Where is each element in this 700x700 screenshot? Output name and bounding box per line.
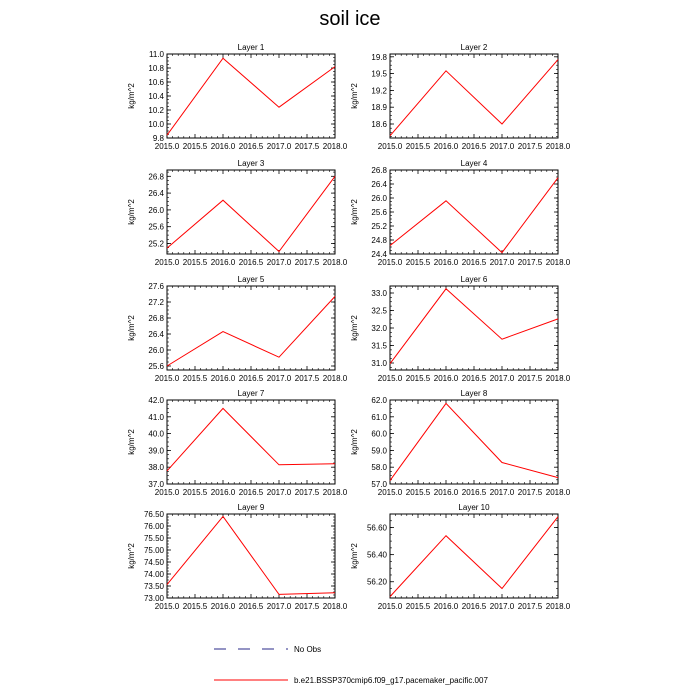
figure-title: soil ice [319,8,381,30]
x-tick-label: 2017.5 [517,258,543,267]
x-tick-label: 2017.5 [294,602,320,611]
panel-title: Layer 9 [237,503,265,512]
y-axis-label: kg/m^2 [127,83,136,109]
y-tick-label: 75.00 [143,546,164,555]
legend-model-label: b.e21.BSSP370cmip6.f09_g17.pacemaker_pacific.007 [294,676,488,685]
x-tick-label: 2016.0 [210,488,236,497]
y-axis-label: kg/m^2 [127,315,136,341]
x-tick-label: 2016.5 [461,374,487,383]
y-tick-label: 37.0 [148,480,164,489]
series-line [167,516,335,594]
y-tick-label: 32.5 [371,306,387,316]
y-tick-label: 75.50 [143,534,164,543]
plot-frame [167,400,335,484]
y-tick-label: 59.0 [371,446,387,456]
y-tick-label: 56.20 [366,577,387,587]
y-axis-label: kg/m^2 [127,199,136,225]
series-line [390,403,558,480]
y-tick-label: 18.6 [371,120,387,129]
series-line [390,517,558,597]
y-tick-label: 10.4 [148,92,164,101]
series-line [390,178,558,253]
x-tick-label: 2018.0 [545,142,571,151]
x-tick-label: 2017.0 [489,258,515,267]
x-tick-label: 2015.5 [182,374,208,383]
y-axis-label: kg/m^2 [127,429,136,455]
y-tick-label: 57.0 [371,480,387,489]
x-tick-label: 2015.0 [377,602,403,611]
x-tick-label: 2016.5 [461,602,487,611]
panel-title: Layer 5 [237,275,265,284]
panel-title: Layer 7 [237,389,265,398]
series-line [167,58,335,135]
y-tick-label: 24.4 [371,250,387,259]
x-tick-label: 2017.5 [517,142,543,151]
panel-layer-5 [127,275,348,383]
x-tick-label: 2018.0 [322,602,348,611]
x-tick-label: 2015.5 [182,258,208,267]
y-tick-label: 10.2 [148,106,164,115]
x-tick-label: 2015.0 [154,488,180,497]
y-tick-label: 25.2 [371,222,387,231]
y-axis-label: kg/m^2 [350,83,359,109]
x-tick-label: 2016.5 [238,258,264,267]
x-tick-label: 2017.5 [294,142,320,151]
y-tick-label: 39.0 [148,446,164,456]
y-tick-label: 33.0 [371,289,387,298]
y-tick-label: 19.2 [371,86,387,96]
x-tick-label: 2015.5 [182,602,208,611]
panel-title: Layer 6 [460,275,488,284]
x-tick-label: 2016.5 [238,374,264,383]
x-tick-label: 2016.5 [238,602,264,611]
plot-frame [167,54,335,138]
y-tick-label: 26.4 [148,330,164,339]
y-tick-label: 31.5 [371,341,387,351]
y-tick-label: 76.00 [143,522,164,531]
x-tick-label: 2017.0 [266,374,292,383]
x-tick-label: 2015.5 [405,488,431,497]
y-tick-label: 26.4 [371,180,387,189]
y-tick-label: 25.2 [148,239,164,249]
panel-title: Layer 1 [237,43,265,52]
panel-layer-10 [350,503,571,611]
x-tick-label: 2015.0 [154,258,180,267]
y-tick-label: 73.50 [143,582,164,591]
x-tick-label: 2017.5 [294,258,320,267]
y-tick-label: 26.0 [148,346,164,355]
x-tick-label: 2015.0 [377,258,403,267]
y-tick-label: 9.8 [152,134,164,143]
y-tick-label: 24.8 [371,236,387,245]
x-tick-label: 2015.5 [405,602,431,611]
plot-frame [167,286,335,370]
panel-layer-8 [350,389,571,497]
x-tick-label: 2017.5 [517,374,543,383]
x-tick-label: 2016.5 [461,488,487,497]
x-tick-label: 2015.5 [405,142,431,151]
x-tick-label: 2015.0 [154,142,180,151]
y-tick-label: 56.40 [366,550,387,560]
panel-layer-9 [127,503,348,611]
y-axis-label: kg/m^2 [350,429,359,455]
x-tick-label: 2016.0 [433,602,459,611]
x-tick-label: 2018.0 [545,602,571,611]
y-tick-label: 25.6 [148,222,164,232]
y-tick-label: 74.00 [143,570,164,579]
plot-frame [390,54,558,138]
y-tick-label: 26.0 [148,205,164,215]
x-tick-label: 2017.0 [266,258,292,267]
panel-title: Layer 4 [460,159,488,168]
y-tick-label: 19.8 [371,52,387,62]
x-tick-label: 2015.0 [154,374,180,383]
panel-title: Layer 2 [460,43,488,52]
x-tick-label: 2015.5 [182,488,208,497]
series-line [390,60,558,136]
y-axis-label: kg/m^2 [127,543,136,569]
x-tick-label: 2015.5 [182,142,208,151]
x-tick-label: 2018.0 [322,258,348,267]
x-tick-label: 2018.0 [322,374,348,383]
x-tick-label: 2015.0 [154,602,180,611]
x-tick-label: 2016.0 [433,374,459,383]
x-tick-label: 2017.0 [266,488,292,497]
x-tick-label: 2017.0 [266,142,292,151]
y-tick-label: 42.0 [148,396,164,405]
x-tick-label: 2017.0 [489,374,515,383]
plot-frame [390,514,558,598]
legend-obs-label: No Obs [294,645,322,654]
panel-layer-4 [350,159,571,267]
x-tick-label: 2017.5 [294,374,320,383]
panel-title: Layer 8 [460,389,488,398]
x-tick-label: 2016.0 [433,142,459,151]
y-tick-label: 10.6 [148,78,164,87]
x-tick-label: 2016.0 [210,374,236,383]
x-tick-label: 2017.5 [517,488,543,497]
x-tick-label: 2017.0 [489,488,515,497]
y-tick-label: 76.50 [143,510,164,519]
x-tick-label: 2017.0 [489,602,515,611]
x-tick-label: 2018.0 [545,374,571,383]
y-tick-label: 11.0 [149,50,164,59]
series-line [167,296,335,366]
y-tick-label: 62.0 [371,396,387,405]
x-tick-label: 2016.0 [433,258,459,267]
y-tick-label: 56.60 [366,523,387,533]
y-tick-label: 10.0 [148,120,164,129]
panel-layer-7 [127,389,348,497]
y-tick-label: 26.4 [148,189,164,199]
x-tick-label: 2017.0 [489,142,515,151]
y-tick-label: 61.0 [371,412,387,422]
x-tick-label: 2016.5 [461,258,487,267]
y-tick-label: 73.00 [143,594,164,603]
y-axis-label: kg/m^2 [350,199,359,225]
x-tick-label: 2015.5 [405,374,431,383]
x-tick-label: 2015.0 [377,488,403,497]
y-tick-label: 25.6 [148,362,164,371]
plot-frame [390,400,558,484]
x-tick-label: 2016.0 [210,142,236,151]
series-line [167,408,335,471]
x-tick-label: 2016.5 [238,488,264,497]
x-tick-label: 2016.0 [210,258,236,267]
y-tick-label: 41.0 [148,412,164,422]
y-tick-label: 26.8 [371,166,387,175]
x-tick-label: 2016.5 [461,142,487,151]
y-tick-label: 40.0 [148,429,164,439]
panel-layer-3 [127,159,348,267]
x-tick-label: 2017.5 [294,488,320,497]
y-tick-label: 26.8 [148,314,164,323]
panel-layer-1 [127,43,348,151]
x-tick-label: 2018.0 [545,488,571,497]
y-axis-label: kg/m^2 [350,315,359,341]
y-tick-label: 26.0 [371,194,387,203]
y-tick-label: 31.0 [371,359,387,368]
y-tick-label: 19.5 [371,69,387,79]
x-tick-label: 2018.0 [545,258,571,267]
x-tick-label: 2018.0 [322,488,348,497]
x-tick-label: 2015.5 [405,258,431,267]
y-tick-label: 27.2 [148,298,164,307]
y-tick-label: 27.6 [148,282,164,291]
y-tick-label: 25.6 [371,208,387,217]
y-tick-label: 32.0 [371,324,387,333]
x-tick-label: 2015.0 [377,374,403,383]
y-axis-label: kg/m^2 [350,543,359,569]
plot-frame [167,170,335,254]
y-tick-label: 58.0 [371,463,387,473]
series-line [167,176,335,251]
panel-layer-2 [350,43,571,151]
y-tick-label: 74.50 [143,558,164,567]
y-tick-label: 60.0 [371,429,387,439]
y-tick-label: 10.8 [148,64,164,73]
y-tick-label: 18.9 [371,103,387,113]
x-tick-label: 2018.0 [322,142,348,151]
x-tick-label: 2015.0 [377,142,403,151]
x-tick-label: 2016.0 [210,602,236,611]
y-tick-label: 38.0 [148,463,164,473]
x-tick-label: 2017.0 [266,602,292,611]
y-tick-label: 26.8 [148,172,164,182]
panel-title: Layer 3 [237,159,265,168]
x-tick-label: 2016.0 [433,488,459,497]
panel-layer-6 [350,275,571,383]
x-tick-label: 2016.5 [238,142,264,151]
panel-title: Layer 10 [458,503,490,512]
series-line [390,289,558,364]
x-tick-label: 2017.5 [517,602,543,611]
